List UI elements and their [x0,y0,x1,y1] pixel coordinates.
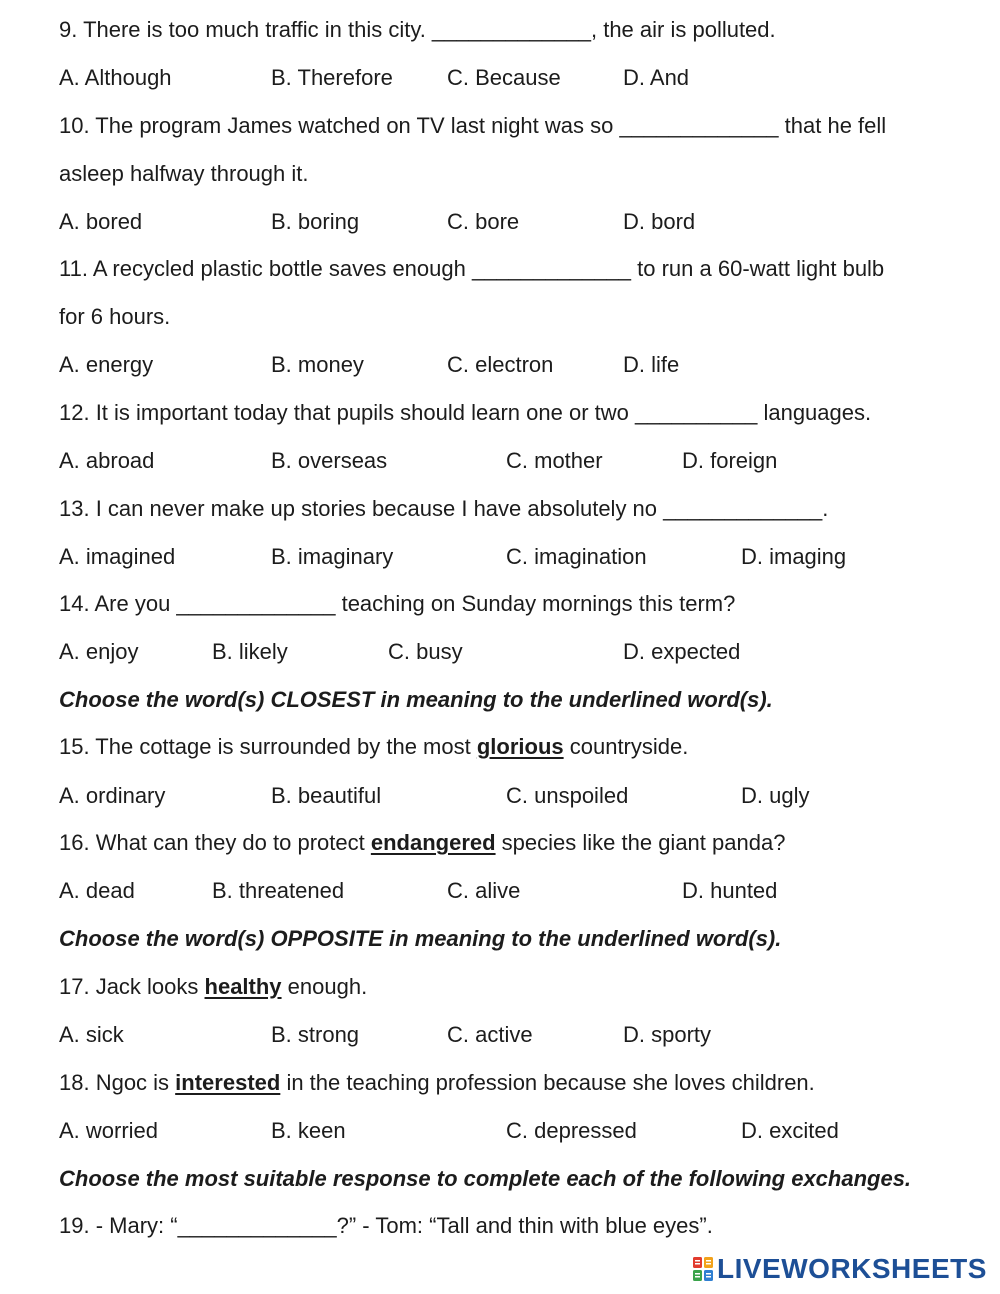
question-18 [59,1069,815,1097]
q13-option-d[interactable]: D. imaging [741,544,847,569]
q16-text-after: species like the giant panda? [495,830,786,855]
q13-option-b[interactable]: B. imaginary [271,544,394,569]
liveworksheets-logo-text: LIVEWORKSHEETS [717,1253,987,1284]
question-14: 14. Are you _____________ teaching on Sunday mornings this term? [59,591,736,616]
q18-option-a[interactable]: A. worried [59,1118,159,1143]
q12-option-b[interactable]: B. overseas [271,448,388,473]
q11-option-a[interactable]: A. energy [59,352,154,377]
q15-underlined-word: glorious [476,734,564,759]
question-13: 13. I can never make up stories because I have absolutely no _____________. [59,496,829,521]
q17-option-d[interactable]: D. sporty [623,1022,712,1047]
q12-option-d[interactable]: D. foreign [682,448,778,473]
liveworksheets-logo [692,1254,987,1284]
q18-option-c[interactable]: C. depressed [506,1118,637,1143]
q17-option-c[interactable]: C. active [447,1022,533,1047]
q12-option-a[interactable]: A. abroad [59,448,155,473]
question-12: 12. It is important today that pupils should learn one or two __________ languages. [59,400,872,425]
question-16 [59,829,785,857]
question-15 [59,733,688,761]
q17-text-after: enough. [281,974,368,999]
q16-option-b[interactable]: B. threatened [212,878,345,903]
q17-text-before: 17. Jack looks [59,974,205,999]
q12-option-c[interactable]: C. mother [506,448,603,473]
instruction-closest: Choose the word(s) CLOSEST in meaning to the underlined word(s). [59,687,773,712]
instruction-opposite: Choose the word(s) OPPOSITE in meaning to the underlined word(s). [59,926,782,951]
q18-option-d[interactable]: D. excited [741,1118,839,1143]
question-11-line-2: for 6 hours. [59,304,171,329]
q18-text-after: in the teaching profession because she loves children. [280,1070,815,1095]
question-11-line-1: 11. A recycled plastic bottle saves enough _____________ to run a 60-watt light bulb [59,256,885,281]
question-10-line-2: asleep halfway through it. [59,161,309,186]
q9-option-c[interactable]: C. Because [447,65,561,90]
q11-option-b[interactable]: B. money [271,352,364,377]
q16-option-d[interactable]: D. hunted [682,878,778,903]
question-10-line-1: 10. The program James watched on TV last night was so _____________ that he fell [59,113,887,138]
q15-option-c[interactable]: C. unspoiled [506,783,629,808]
q16-option-a[interactable]: A. dead [59,878,135,903]
liveworksheets-logo-icon [692,1256,714,1282]
q18-option-b[interactable]: B. keen [271,1118,346,1143]
q9-option-a[interactable]: A. Although [59,65,172,90]
q17-underlined-word: healthy [204,974,282,999]
q14-option-d[interactable]: D. expected [623,639,741,664]
question-19: 19. - Mary: “_____________?” - Tom: “Tall and thin with blue eyes”. [59,1213,713,1238]
q10-option-d[interactable]: D. bord [623,209,696,234]
q14-option-a[interactable]: A. enjoy [59,639,139,664]
q13-option-c[interactable]: C. imagination [506,544,647,569]
q10-option-a[interactable]: A. bored [59,209,143,234]
q15-text-before: 15. The cottage is surrounded by the most [59,734,477,759]
q15-option-d[interactable]: D. ugly [741,783,810,808]
q14-option-c[interactable]: C. busy [388,639,463,664]
question-9: 9. There is too much traffic in this city. _____________, the air is polluted. [59,17,776,42]
q15-option-a[interactable]: A. ordinary [59,783,166,808]
q18-text-before: 18. Ngoc is [59,1070,176,1095]
q14-option-b[interactable]: B. likely [212,639,288,664]
q16-underlined-word: endangered [370,830,496,855]
question-17 [59,973,367,1001]
q16-option-c[interactable]: C. alive [447,878,521,903]
q10-option-c[interactable]: C. bore [447,209,520,234]
q17-option-a[interactable]: A. sick [59,1022,124,1047]
q18-underlined-word: interested [175,1070,281,1095]
q13-option-a[interactable]: A. imagined [59,544,176,569]
q10-option-b[interactable]: B. boring [271,209,360,234]
q15-text-after: countryside. [563,734,689,759]
q11-option-c[interactable]: C. electron [447,352,554,377]
instruction-response: Choose the most suitable response to complete each of the following exchanges. [59,1166,912,1191]
q9-option-d[interactable]: D. And [623,65,690,90]
q15-option-b[interactable]: B. beautiful [271,783,382,808]
q17-option-b[interactable]: B. strong [271,1022,360,1047]
q11-option-d[interactable]: D. life [623,352,680,377]
q9-option-b[interactable]: B. Therefore [271,65,393,90]
q16-text-before: 16. What can they do to protect [59,830,371,855]
